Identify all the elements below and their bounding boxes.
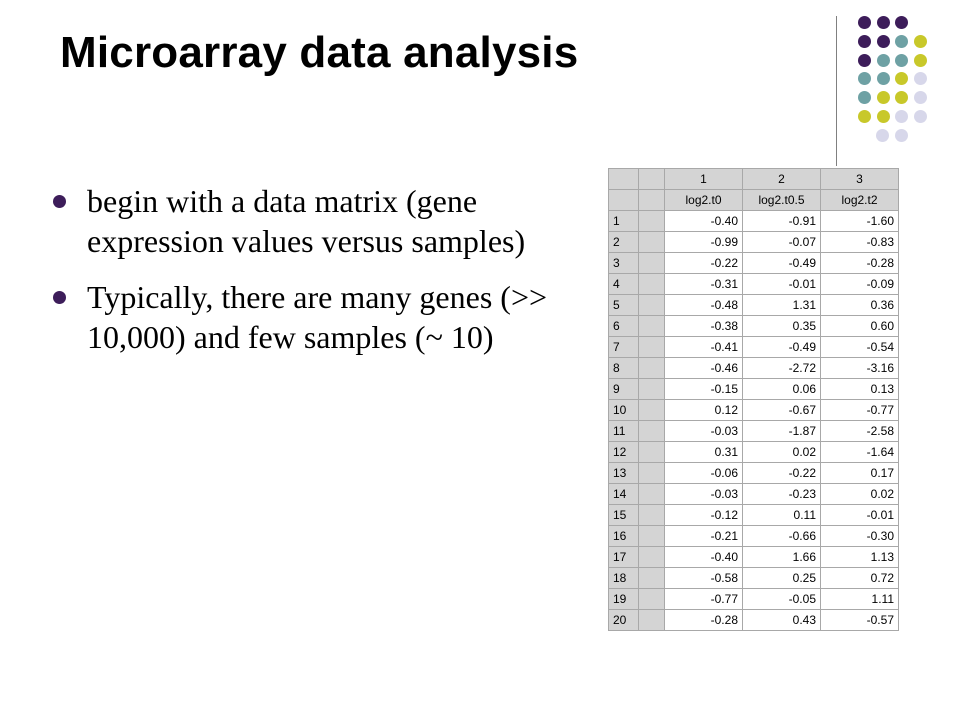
bullet-item [50,277,590,357]
table-row [609,463,899,484]
row-number-cell: 18 [609,568,639,589]
row-selector-cell [639,484,665,505]
table-row [609,421,899,442]
value-cell: -0.99 [665,232,743,253]
value-cell: 0.11 [743,505,821,526]
decor-dot-icon [895,72,908,85]
row-number-cell: 16 [609,526,639,547]
value-cell: -0.57 [821,610,899,631]
value-cell: 0.02 [821,484,899,505]
decor-dot-icon [895,110,908,123]
corner-cell [609,190,639,211]
bullet-list [50,181,590,373]
value-cell: 0.02 [743,442,821,463]
row-number-cell: 19 [609,589,639,610]
value-cell: -0.03 [665,484,743,505]
value-cell: 0.06 [743,379,821,400]
decor-dot-icon [877,72,890,85]
bullet-dot-icon [53,195,66,208]
decor-dot-icon [877,16,890,29]
table-row [609,526,899,547]
value-cell: -0.30 [821,526,899,547]
row-number-cell: 5 [609,295,639,316]
value-cell: -0.54 [821,337,899,358]
value-cell: -0.41 [665,337,743,358]
table-row [609,484,899,505]
table-row [609,295,899,316]
row-number-cell: 3 [609,253,639,274]
table-row [609,232,899,253]
decor-dot-icon [914,72,927,85]
value-cell: -0.15 [665,379,743,400]
row-number-cell: 20 [609,610,639,631]
value-cell: -0.22 [743,463,821,484]
table-row [609,547,899,568]
row-number-cell: 2 [609,232,639,253]
table-row [609,568,899,589]
decor-dot-icon [914,91,927,104]
value-cell: -0.38 [665,316,743,337]
row-number-cell: 6 [609,316,639,337]
table-row [609,316,899,337]
row-selector-cell [639,379,665,400]
value-cell: -0.48 [665,295,743,316]
row-number-cell: 14 [609,484,639,505]
selector-header-cell [639,190,665,211]
row-selector-cell [639,505,665,526]
decor-dot-icon [858,91,871,104]
bullet-text: begin with a data matrix (gene expression values versus samples) [87,183,526,259]
value-cell: -1.64 [821,442,899,463]
row-number-cell: 11 [609,421,639,442]
value-cell: -2.58 [821,421,899,442]
value-cell: -0.03 [665,421,743,442]
divider-line [836,16,837,166]
value-cell: -0.22 [665,253,743,274]
value-cell: -0.83 [821,232,899,253]
value-cell: -0.67 [743,400,821,421]
row-selector-cell [639,274,665,295]
value-cell: -0.77 [821,400,899,421]
value-cell: -2.72 [743,358,821,379]
value-cell: -0.49 [743,253,821,274]
row-number-cell: 8 [609,358,639,379]
value-cell: -0.07 [743,232,821,253]
decor-dot-icon [877,35,890,48]
row-number-cell: 9 [609,379,639,400]
value-cell: -0.21 [665,526,743,547]
value-cell: 1.11 [821,589,899,610]
column-number-cell: 3 [821,169,899,190]
row-selector-cell [639,568,665,589]
value-cell: -0.06 [665,463,743,484]
row-selector-cell [639,316,665,337]
decor-dot-icon [858,110,871,123]
column-header-cell: log2.t2 [821,190,899,211]
column-number-cell: 2 [743,169,821,190]
row-number-cell: 13 [609,463,639,484]
value-cell: 0.25 [743,568,821,589]
row-selector-cell [639,337,665,358]
value-cell: -0.31 [665,274,743,295]
decor-dot-icon [877,110,890,123]
row-selector-cell [639,358,665,379]
row-selector-cell [639,211,665,232]
data-matrix-table [608,168,899,631]
decor-dot-icon [858,16,871,29]
value-cell: -0.49 [743,337,821,358]
decor-dot-icon [858,54,871,67]
value-cell: 1.66 [743,547,821,568]
column-number-cell: 1 [665,169,743,190]
value-cell: 0.35 [743,316,821,337]
decor-dot-icon [895,35,908,48]
row-number-cell: 1 [609,211,639,232]
decor-dot-icon [877,54,890,67]
table-row [609,442,899,463]
value-cell: -0.23 [743,484,821,505]
table-row [609,358,899,379]
value-cell: -0.05 [743,589,821,610]
table-row [609,400,899,421]
row-number-cell: 17 [609,547,639,568]
value-cell: -0.28 [665,610,743,631]
table-header-row [609,190,899,211]
column-header-cell: log2.t0.5 [743,190,821,211]
value-cell: 0.72 [821,568,899,589]
decor-dot-icon [876,129,889,142]
row-selector-cell [639,400,665,421]
row-number-cell: 4 [609,274,639,295]
value-cell: -0.91 [743,211,821,232]
decor-dot-icon [914,35,927,48]
table-row [609,211,899,232]
decor-dot-icon [858,35,871,48]
decor-dot-icon [914,54,927,67]
value-cell: -0.01 [743,274,821,295]
value-cell: -0.77 [665,589,743,610]
value-cell: -0.09 [821,274,899,295]
decor-dot-icon [858,72,871,85]
value-cell: 0.43 [743,610,821,631]
decor-dot-icon [914,110,927,123]
table-row [609,610,899,631]
value-cell: 0.13 [821,379,899,400]
value-cell: 0.36 [821,295,899,316]
row-number-cell: 10 [609,400,639,421]
bullet-item [50,181,590,261]
decor-dot-icon [895,129,908,142]
decor-dot-icon [895,16,908,29]
row-selector-cell [639,547,665,568]
value-cell: -3.16 [821,358,899,379]
table-row [609,505,899,526]
table-row [609,589,899,610]
table-row [609,274,899,295]
row-selector-cell [639,610,665,631]
bullet-dot-icon [53,291,66,304]
value-cell: -0.01 [821,505,899,526]
value-cell: -1.87 [743,421,821,442]
value-cell: 0.12 [665,400,743,421]
row-selector-cell [639,589,665,610]
value-cell: 0.60 [821,316,899,337]
table-row [609,337,899,358]
value-cell: 0.17 [821,463,899,484]
decor-dot-icon [877,91,890,104]
value-cell: -0.66 [743,526,821,547]
row-selector-cell [639,232,665,253]
table-header-row [609,169,899,190]
value-cell: -0.58 [665,568,743,589]
row-selector-cell [639,463,665,484]
bullet-text: Typically, there are many genes (>> 10,000) and few samples (~ 10) [87,279,548,355]
slide-title: Microarray data analysis [60,28,579,77]
value-cell: 1.13 [821,547,899,568]
value-cell: -0.46 [665,358,743,379]
value-cell: -1.60 [821,211,899,232]
value-cell: -0.40 [665,211,743,232]
row-number-cell: 7 [609,337,639,358]
decor-dot-icon [895,91,908,104]
table-row [609,253,899,274]
corner-cell [609,169,639,190]
decor-dot-icon [895,54,908,67]
value-cell: 0.31 [665,442,743,463]
value-cell: -0.28 [821,253,899,274]
row-selector-cell [639,421,665,442]
table-row [609,379,899,400]
row-selector-cell [639,295,665,316]
row-number-cell: 15 [609,505,639,526]
value-cell: 1.31 [743,295,821,316]
row-selector-cell [639,526,665,547]
column-header-cell: log2.t0 [665,190,743,211]
value-cell: -0.40 [665,547,743,568]
value-cell: -0.12 [665,505,743,526]
row-selector-cell [639,253,665,274]
row-number-cell: 12 [609,442,639,463]
row-selector-cell [639,442,665,463]
selector-header-cell [639,169,665,190]
